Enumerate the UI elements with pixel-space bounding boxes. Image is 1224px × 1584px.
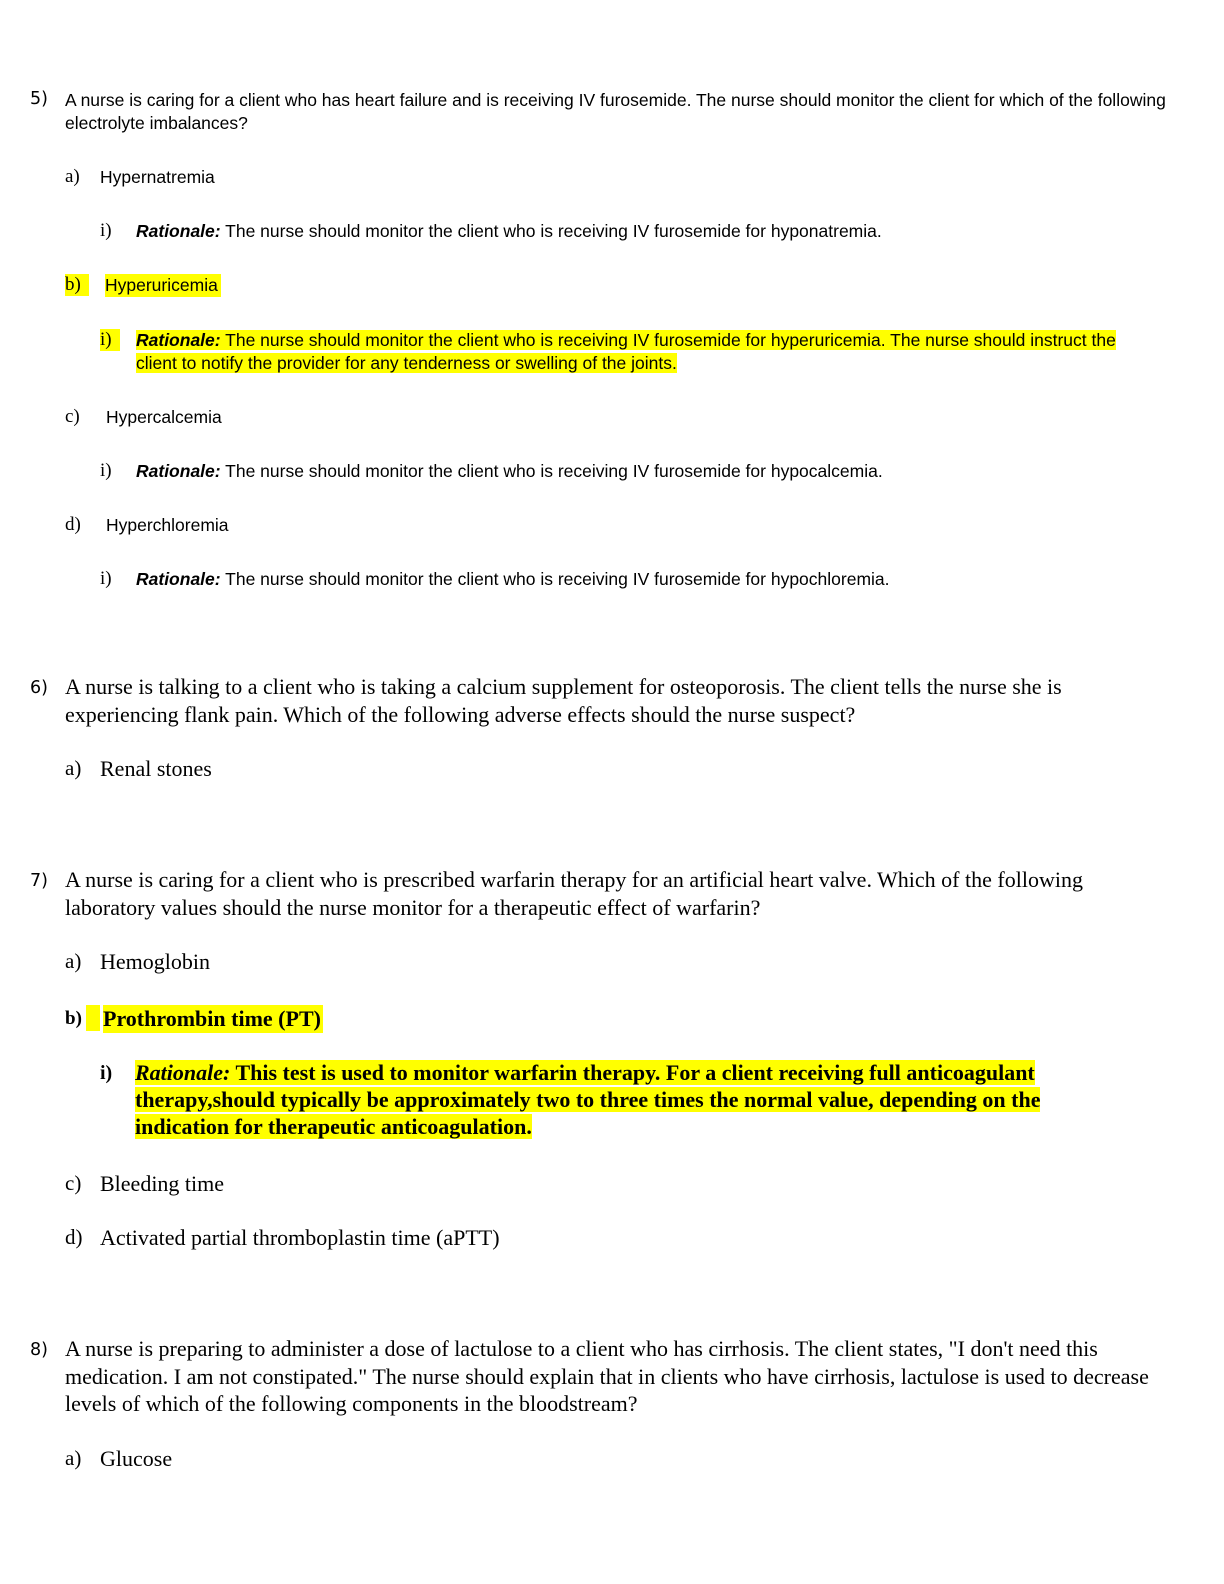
rationale-correct: [135, 1059, 1120, 1140]
rationale-text: This test is used to monitor warfarin therapy. For a client receiving full anticoagulant therapy,should typically be approximately two to three times the normal value, depending on the indication for therapeutic anticoagulation.: [135, 1060, 1041, 1139]
rationale-title: Rationale:: [136, 221, 221, 241]
rationale-text: The nurse should monitor the client who is receiving IV furosemide for hyponatremia.: [225, 221, 882, 241]
question-text: A nurse is caring for a client who is prescribed warfarin therapy for an artificial heart valve. Which of the following laboratory values should the nurse monitor for a therapeutic effect of warfarin?: [65, 867, 1083, 920]
question-number: 5): [30, 89, 48, 109]
option-label: d): [65, 1225, 83, 1249]
option-label: a): [65, 166, 80, 187]
rationale-text: The nurse should monitor the client who is receiving IV furosemide for hypocalcemia.: [225, 461, 883, 481]
rationale-label: i): [100, 220, 112, 241]
rationale-label: i): [100, 568, 112, 589]
rationale-title: Rationale:: [136, 330, 221, 350]
option-text: Hyperchloremia: [106, 515, 229, 535]
question-number: 7): [30, 871, 48, 891]
option-text: Renal stones: [100, 756, 212, 781]
option-text: Hypernatremia: [100, 167, 215, 187]
question-number: 8): [30, 1340, 48, 1360]
rationale-correct: [136, 329, 1146, 375]
option-label: b): [65, 274, 89, 296]
rationale: [136, 460, 1146, 483]
question-number: 6): [30, 678, 48, 698]
option-text: Hypercalcemia: [106, 407, 222, 427]
rationale-label: i): [100, 460, 112, 481]
rationale-text: The nurse should monitor the client who is receiving IV furosemide for hypochloremia.: [225, 569, 890, 589]
option-text: Bleeding time: [100, 1171, 225, 1196]
rationale-label: i): [100, 329, 120, 351]
option-label: a): [65, 1446, 82, 1470]
option-label: d): [65, 514, 81, 535]
rationale-title: Rationale:: [136, 461, 221, 481]
option-label: c): [65, 1171, 82, 1195]
question-text: A nurse is preparing to administer a dose of lactulose to a client who has cirrhosis. The client states, "I don't need this medication. I am not constipated." The nurse should explain that in clients who have cirrhosis, lactulose is used to decrease levels of which of the following components in the bloodstream?: [65, 1336, 1149, 1416]
rationale: [136, 568, 1146, 591]
option-label: a): [65, 756, 82, 780]
option-text-correct: Hyperuricemia: [105, 274, 221, 297]
option-label: c): [65, 406, 80, 427]
question-text: A nurse is caring for a client who has heart failure and is receiving IV furosemide. The nurse should monitor the client for which of the following electrolyte imbalances?: [65, 90, 1166, 133]
option-text: Activated partial thromboplastin time (aPTT): [100, 1225, 500, 1250]
highlight-gap: [86, 1005, 100, 1031]
option-label: a): [65, 949, 82, 973]
rationale-text: The nurse should monitor the client who is receiving IV furosemide for hyperuricemia. The nurse should instruct the client to notify the provider for any tenderness or swelling of the joints.: [136, 330, 1116, 373]
rationale-title: Rationale:: [136, 569, 221, 589]
option-text: Hemoglobin: [100, 949, 210, 974]
rationale-label: i): [100, 1062, 113, 1084]
rationale: [136, 220, 1146, 243]
option-text: Glucose: [100, 1446, 173, 1471]
question-text: A nurse is talking to a client who is taking a calcium supplement for osteoporosis. The client tells the nurse she is experiencing flank pain. Which of the following adverse effects should the nurse suspect?: [65, 674, 1062, 727]
option-label: b): [65, 1008, 82, 1029]
option-text-correct: Prothrombin time (PT): [103, 1006, 321, 1031]
rationale-title: Rationale:: [135, 1060, 231, 1085]
